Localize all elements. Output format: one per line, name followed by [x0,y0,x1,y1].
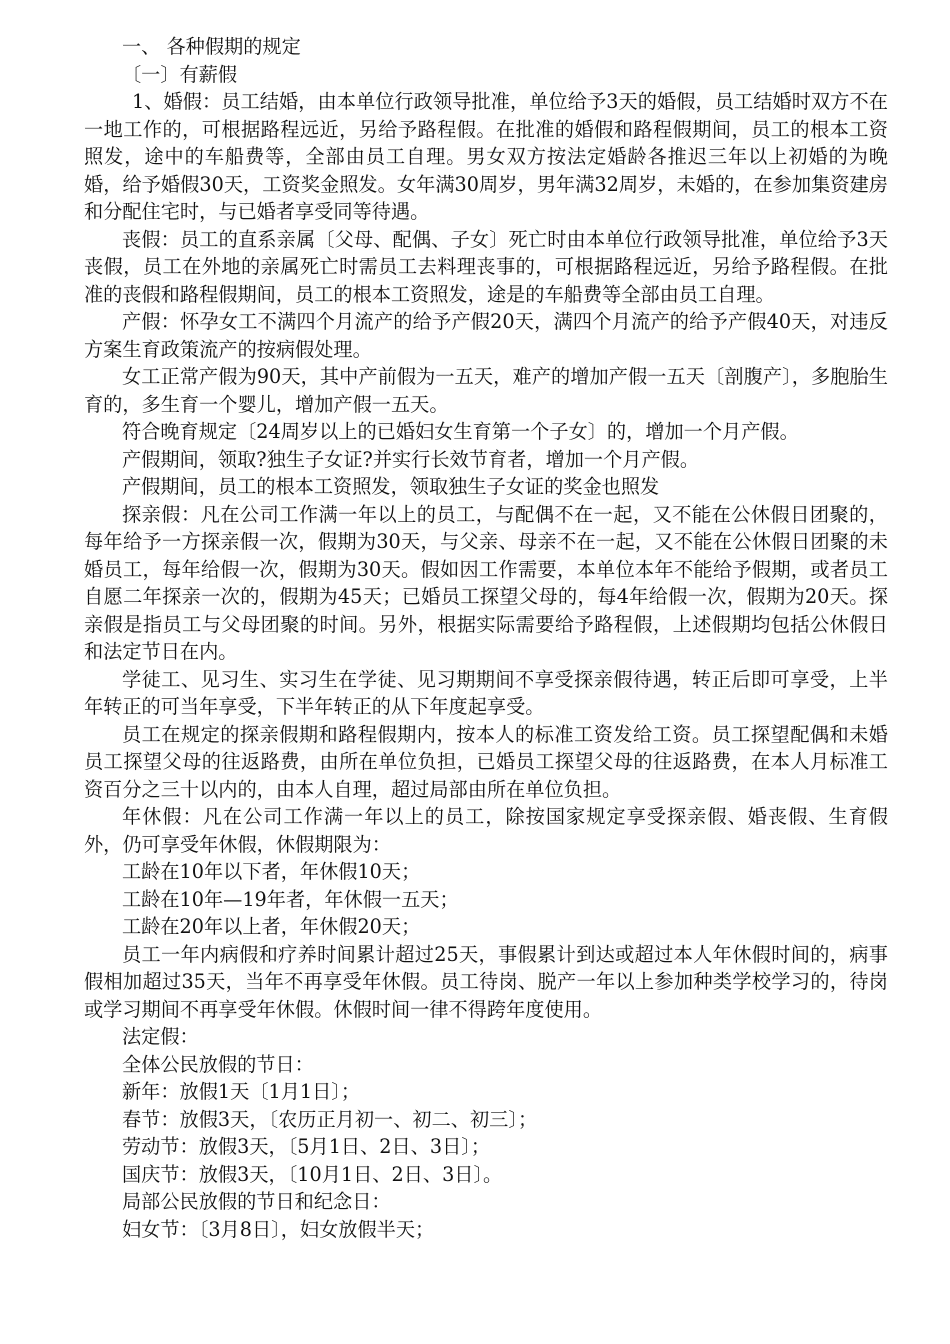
paragraph-partial-holidays: 局部公民放假的节日和纪念日： [122,1190,391,1213]
paragraph-late-childbirth: 符合晚育规定〔24周岁以上的已婚妇女生育第一个子女〕的，增加一个月产假。 [122,420,799,443]
paragraph-funeral-leave: 丧假：员工的直系亲属〔父母、配偶、子女〕死亡时由本单位行政领导批准，单位给予3天丧假，员工在外地的亲属死亡时需员工去料理丧事的，可根据路程远近，另给予路程假。在批准的丧假和路程假期间，员工的根本工资照发，途是的车船费等全部由员工自理。 [84,227,888,306]
list-item: 妇女节：〔3月8日〕，妇女放假半天； [122,1217,435,1241]
list-item: 春节：放假3天，〔农历正月初一、初二、初三〕； [122,1107,538,1131]
subsection-heading: 〔一〕有薪假 [122,62,238,86]
paragraph-apprentice: 学徒工、见习生、实习生在学徒、见习期期间不享受探亲假待遇，转正后即可享受，上半年转正的可当年享受，下半年转正的从下年度起享受。 [84,667,888,718]
paragraph-only-child-cert: 产假期间，领取?独生子女证?并实行长效节育者，增加一个月产假。 [122,447,700,471]
list-item: 劳动节：放假3天，〔5月1日、2日、3日〕； [122,1135,491,1158]
paragraph-statutory-leave: 法定假： [122,1025,199,1048]
paragraph-family-visit-leave: 探亲假：凡在公司工作满一年以上的员工，与配偶不在一起，又不能在公休假日团聚的，每年给予一方探亲假一次，假期为30天，与父亲、母亲不在一起，又不能在公休假日团聚的未婚员工，每年给假一次，假期为30天。假如因工作需要，本单位本年不能给予假期，或者员工自愿二年探亲一次的，假期为45天；已婚员工探望父母的，每4年给假一次，假期为20天。探亲假是指员工与父母团聚的时间。另外，根据实际需要给予路程假，上述假期均包括公休假日和法定节日在内。 [84,502,888,663]
paragraph-maternity-pay: 产假期间，员工的根本工资照发，领取独生子女证的奖金也照发 [122,475,660,498]
paragraph-public-holidays: 全体公民放假的节日： [122,1052,314,1076]
paragraph-marriage-leave: 1、婚假：员工结婚，由本单位行政领导批准，单位给予3天的婚假，员工结婚时双方不在一地工作的，可根据路程远近，另给予路程假。在批准的婚假和路程假期间，员工的根本工资照发，途中的车船费等，全部由员工自理。男女双方按法定婚龄各推迟三年以上初婚的为晚婚，给予婚假30天，工资奖金照发。女年满30周岁，男年满32周岁，未婚的，在参加集资建房和分配住宅时，与已婚者享受同等待遇。 [84,90,888,223]
paragraph-visit-pay: 员工在规定的探亲假期和路程假期内，按本人的标准工资发给工资。员工探望配偶和未婚员工探望父母的往返路费，由所在单位负担，已婚员工探望父母的往返路费，在本人月标准工资百分之三十以内的，由本人自理，超过局部由所在单位负担。 [84,722,888,801]
paragraph-annual-leave: 年休假：凡在公司工作满一年以上的员工，除按国家规定享受探亲假、婚丧假、生育假外，仍可享受年休假，休假期限为： [84,805,888,856]
paragraph-annual-leave-limits: 员工一年内病假和疗养时间累计超过25天，事假累计到达或超过本人年休假时间的，病事假相加超过35天，当年不再享受年休假。员工待岗、脱产一年以上参加种类学校学习的，待岗或学习期间不再享受年休假。休假时间一律不得跨年度使用。 [84,942,888,1021]
paragraph-normal-maternity: 女工正常产假为90天，其中产前假为一五天，难产的增加产假一五天〔剖腹产〕，多胞胎生育的，多生育一个婴儿，增加产假一五天。 [84,365,888,416]
section-heading: 一、 各种假期的规定 [122,35,301,58]
list-item: 国庆节：放假3天，〔10月1日、2日、3日〕。 [122,1162,503,1186]
list-item: 工龄在10年以下者，年休假10天； [122,860,421,883]
paragraph-maternity-leave: 产假：怀孕女工不满四个月流产的给予产假20天，满四个月流产的给予产假40天，对违反方案生育政策流产的按病假处理。 [84,310,888,361]
list-item: 工龄在20年以上者，年休假20天； [122,915,421,938]
list-item: 工龄在10年—19年者，年休假一五天； [122,887,459,911]
list-item: 新年：放假1天〔1月1日〕； [122,1080,361,1103]
